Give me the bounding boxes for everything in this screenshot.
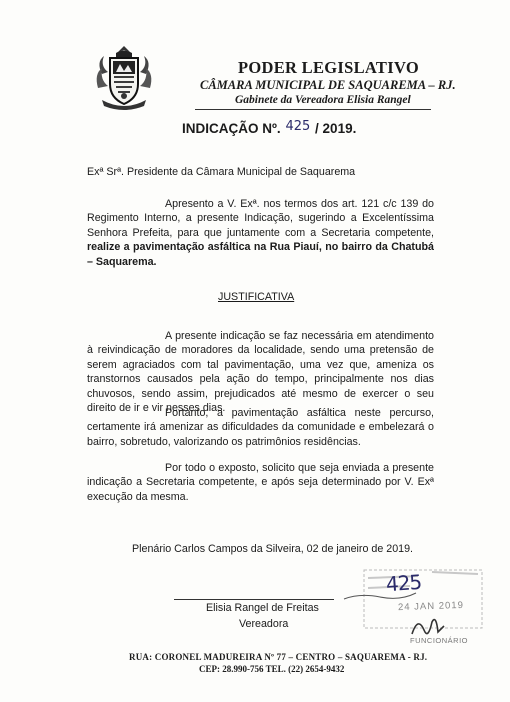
stamp-number: 425 — [385, 569, 422, 597]
indication-heading — [182, 121, 356, 137]
paragraph-request-bold: realize a pavimentação asfáltica na Rua Piauí, no bairro da Chatubá – Saquarema. — [87, 241, 434, 268]
justification-heading: JUSTIFICATIVA — [218, 291, 295, 303]
indication-prefix: INDICAÇÃO Nº. — [182, 121, 281, 136]
stamp-label: FUNCIONÁRIO — [410, 636, 468, 645]
indication-suffix: / 2019. — [315, 121, 357, 136]
letterhead-office: Gabinete da Vereadora Elisia Rangel — [235, 94, 411, 106]
letterhead-title: PODER LEGISLATIVO — [238, 58, 419, 77]
paragraph-conclusion: Por todo o exposto, solicito que seja enviada a presente indicação a Secretaria competente, e após seja determinado por V. Exª execução da mesma. — [87, 462, 434, 503]
signature-scribble — [340, 563, 420, 605]
letterhead-subtitle: CÂMARA MUNICIPAL DE SAQUAREMA – RJ. — [200, 78, 456, 92]
signature-role: Vereadora — [239, 618, 289, 630]
paragraph-justification-1: A presente indicação se faz necessária em atendimento à reivindicação de moradores da localidade, sendo uma pretensão de serem agraciados com tal pavimentação, uma vez que, ameniza os transtornos causados pela ação do tempo, principalmente nos dias chuvosos, sendo assim, prejudicados até mesmo de exercer o seu direito de ir e vir nesses dias. — [87, 330, 434, 415]
salutation: Exª Srª. Presidente da Câmara Municipal de Saquarema — [87, 166, 356, 178]
paragraph-request-text: Apresento a V. Exª. nos termos dos art. 121 c/c 139 do Regimento Interno, a presente Indicação, sugerindo a Excelentíssima Senhora Prefeita, para que juntamente com a Secretaria competente, — [87, 198, 434, 239]
footer-address: RUA: CORONEL MADUREIRA Nº 77 – CENTRO – SAQUAREMA - RJ. — [129, 652, 428, 662]
place-date: Plenário Carlos Campos da Silveira, 02 de janeiro de 2019. — [132, 543, 414, 555]
stamp-date: 24 JAN 2019 — [397, 599, 465, 614]
letterhead-divider — [195, 109, 431, 110]
footer-contact: CEP: 28.990-756 TEL. (22) 2654-9432 — [199, 664, 345, 674]
signature-name: Elisia Rangel de Freitas — [206, 602, 319, 614]
indication-number: 425 — [285, 119, 311, 134]
paragraph-justification-2: Portanto, a pavimentação asfáltica neste percurso, certamente irá amenizar as dificuldades da comunidade e embelezará o bairro, sobretudo, valorizando os patrimônios residências. — [87, 407, 434, 448]
coat-of-arms-icon — [94, 44, 154, 112]
signature-line — [174, 599, 334, 600]
paragraph-request — [87, 197, 434, 269]
